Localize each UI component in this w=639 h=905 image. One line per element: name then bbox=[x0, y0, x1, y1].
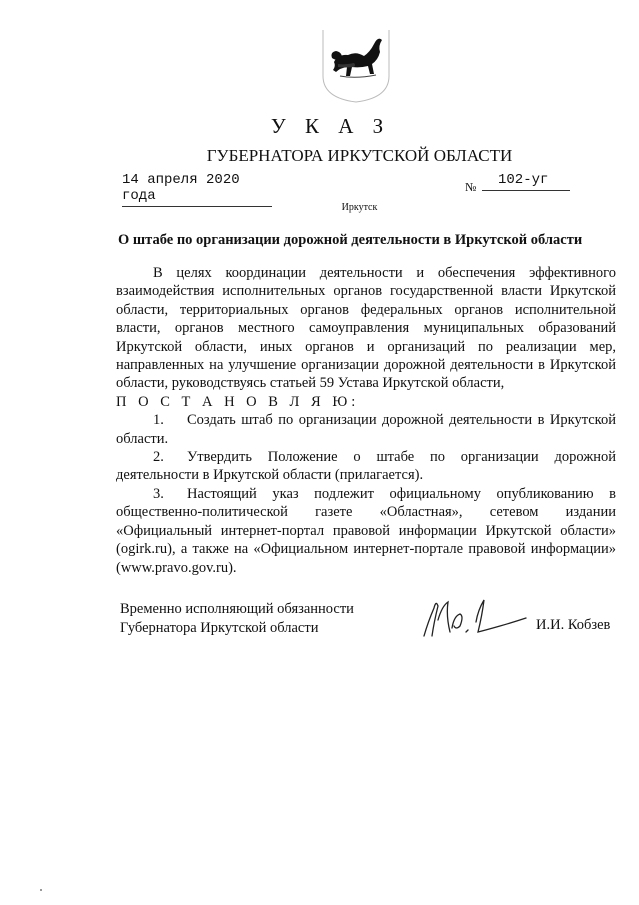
city-label: Иркутск bbox=[341, 202, 378, 213]
document-type-title: У К А З bbox=[270, 114, 391, 138]
irkutsk-babr-emblem-icon bbox=[320, 18, 392, 104]
preamble-paragraph: В целях координации деятельности и обеспечения эффективного взаимодействия исполнительных органов государственной власти Иркутской области, территориальных органов федеральных органов исполнительной власти, органов местного самоуправления муниципальных образований Иркутской области, иных органов и организаций по реализации мер, направленных на улучшение организации дорожной деятельности в Иркутской области, руководствуясь статьей 59 Устава Иркутской области, bbox=[116, 265, 616, 392]
issuer-title: ГУБЕРНАТОРА ИРКУТСКОЙ ОБЛАСТИ bbox=[206, 146, 513, 165]
role-line: Временно исполняющий обязанности bbox=[120, 601, 354, 617]
decree-body bbox=[116, 264, 616, 577]
item-number: 3. bbox=[153, 485, 164, 502]
signer-name: И.И. Кобзев bbox=[536, 617, 611, 633]
decree-word: П О С Т А Н О В Л Я Ю: bbox=[116, 393, 360, 410]
role-line: Губернатора Иркутской области bbox=[120, 619, 319, 636]
signatory-role bbox=[120, 600, 354, 637]
item-text: Создать штаб по организации дорожной деятельности в Иркутской области. bbox=[116, 412, 616, 447]
item-number: 2. bbox=[153, 449, 164, 466]
item-text: Настоящий указ подлежит официальному опубликованию в общественно-политической газете «Областная», сетевом издании «Официальный интернет-портал правовой информации Иркутской области» (ogirk.ru), а также на «Официальном интернет-портале правовой информации» (www.pravo.gov.ru). bbox=[116, 485, 616, 576]
decree-heading: О штабе по организации дорожной деятельности в Иркутской области bbox=[118, 232, 583, 248]
number-sign: № bbox=[465, 180, 477, 194]
item-text: Утвердить Положение о штабе по организации дорожной деятельности в Иркутской области (прилагается). bbox=[116, 449, 616, 484]
list-item bbox=[116, 485, 616, 577]
handwritten-signature-icon bbox=[420, 592, 530, 642]
decree-date: 14 апреля 2020 года bbox=[122, 172, 272, 207]
decree-number: 102-уг bbox=[482, 172, 570, 191]
scan-dot bbox=[40, 889, 42, 891]
list-item bbox=[116, 448, 616, 485]
item-number: 1. bbox=[153, 412, 164, 429]
list-item bbox=[116, 411, 616, 448]
